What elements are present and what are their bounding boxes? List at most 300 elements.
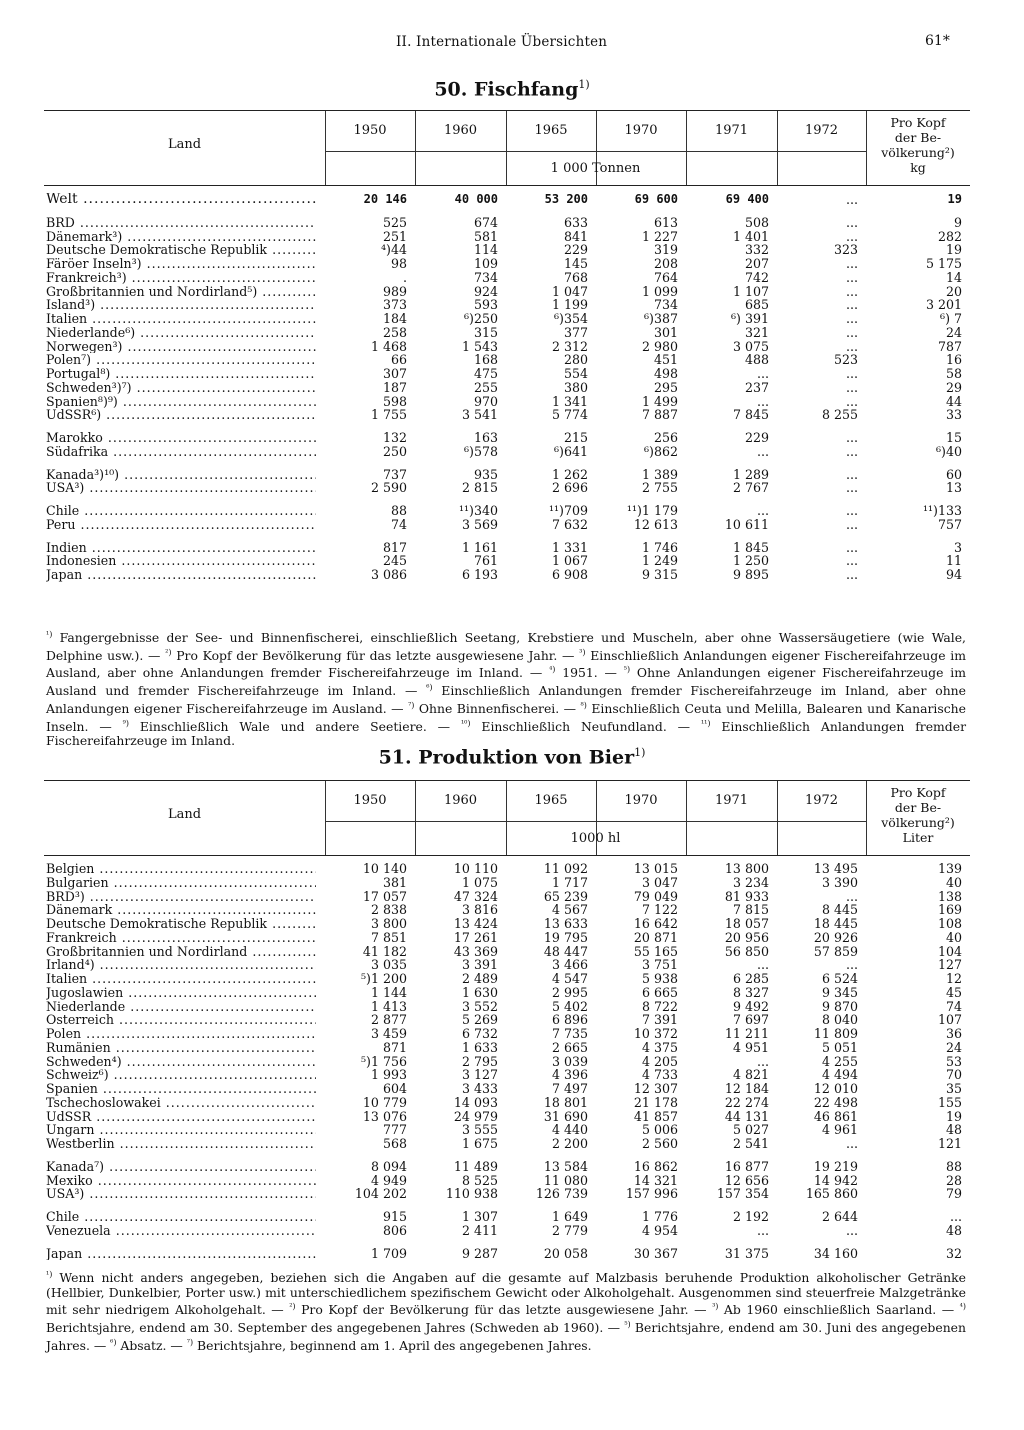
row-value: 13 495: [813, 861, 858, 876]
header-rule: [325, 151, 866, 152]
table-row: [44, 945, 970, 959]
row-value: 98: [390, 256, 407, 271]
row-value: 1 341: [551, 393, 588, 409]
row-value: 35: [945, 1081, 962, 1096]
row-value: 30 367: [633, 1245, 678, 1261]
row-value: 28: [945, 1172, 962, 1188]
table-row: [44, 568, 970, 582]
row-value: 13: [945, 480, 962, 496]
col-header-perhead: kg: [910, 160, 926, 175]
table-row: [44, 445, 970, 459]
row-value: 22 498: [813, 1094, 858, 1110]
row-value: 138: [937, 888, 962, 904]
row-value: 1 675: [461, 1136, 498, 1151]
row-value: 8 255: [821, 407, 858, 423]
table-row: [44, 986, 970, 1000]
row-value: ...: [845, 228, 858, 244]
row-value: 593: [473, 297, 498, 313]
table-row: [44, 193, 970, 207]
row-land: Dänemark .....: [46, 903, 316, 917]
row-value: 841: [563, 228, 588, 244]
row-land: Polen⁷) .....: [46, 353, 316, 367]
table-row: [44, 1123, 970, 1137]
col-header-year: 1950: [353, 793, 387, 808]
row-value: 88: [945, 1158, 962, 1174]
row-value: 3 086: [370, 567, 407, 582]
row-value: ...: [845, 443, 858, 459]
row-value: 1 161: [461, 539, 498, 555]
row-value: 6 193: [461, 567, 498, 582]
row-value: 107: [937, 1012, 962, 1028]
row-value: 4 205: [641, 1053, 678, 1069]
row-land: Indonesien .....: [46, 554, 316, 568]
row-value: 380: [563, 379, 588, 395]
footnote-marker: ¹⁰): [460, 718, 471, 728]
footnote-marker: ⁵): [624, 1320, 631, 1330]
row-value: 734: [473, 269, 498, 285]
row-land: Chile .....: [46, 1210, 316, 1224]
row-value: ...: [845, 516, 858, 532]
row-value: 7 815: [732, 902, 769, 918]
row-value: 94: [945, 567, 962, 582]
row-value: 18 057: [724, 916, 769, 931]
row-value: 13 076: [362, 1108, 407, 1124]
row-value: 9: [953, 214, 962, 230]
row-value: 1 499: [641, 393, 678, 409]
row-value: 16: [945, 352, 962, 368]
row-value: 132: [382, 430, 407, 445]
row-value: 53: [945, 1053, 962, 1069]
row-value: ¹¹)1 179: [626, 503, 678, 518]
row-value: 81 933: [724, 888, 769, 904]
table-row: [44, 1096, 970, 1110]
row-value: 17 057: [362, 888, 407, 904]
row-value: 9 287: [461, 1245, 498, 1261]
footnote-marker: ⁶): [426, 683, 433, 693]
row-value: 6 524: [821, 971, 858, 986]
row-value: 60: [945, 466, 962, 482]
group-spacer: [44, 459, 970, 468]
row-value: 70: [945, 1067, 962, 1083]
row-land: Großbritannien und Nordirland⁵) .....: [46, 285, 316, 299]
row-value: 2 755: [641, 480, 678, 496]
row-value: 1 413: [370, 998, 407, 1014]
row-value: 46 861: [813, 1108, 858, 1124]
row-value: 17 261: [453, 929, 498, 945]
row-value: 3 234: [732, 874, 769, 890]
row-value: ...: [845, 430, 858, 445]
table-row: [44, 903, 970, 917]
row-value: 40 000: [454, 192, 498, 206]
table51-header: [44, 780, 970, 856]
row-value: ...: [845, 888, 858, 904]
row-value: 7 632: [551, 516, 588, 532]
row-value: 14 942: [813, 1172, 858, 1188]
table-row: [44, 917, 970, 931]
row-value: 14 321: [633, 1172, 678, 1188]
row-value: ...: [756, 1053, 769, 1069]
row-value: ...: [845, 269, 858, 285]
row-value: 3 552: [461, 998, 498, 1014]
row-value: 6 665: [641, 984, 678, 1000]
row-value: ...: [845, 256, 858, 271]
row-value: 2 489: [461, 971, 498, 986]
row-value: 307: [382, 366, 407, 381]
row-value: 3 201: [925, 297, 962, 313]
row-value: 2 411: [461, 1222, 498, 1238]
row-value: 168: [473, 352, 498, 368]
row-value: 8 525: [461, 1172, 498, 1188]
row-value: 787: [937, 338, 962, 354]
row-value: 163: [473, 430, 498, 445]
row-value: 13 800: [724, 861, 769, 876]
row-value: 1 099: [641, 283, 678, 299]
row-value: 2 200: [551, 1136, 588, 1151]
row-value: 581: [473, 228, 498, 244]
row-value: 2 815: [461, 480, 498, 496]
row-value: 104: [937, 943, 962, 959]
row-value: 685: [744, 297, 769, 313]
col-header-perhead: Pro Kopf: [890, 115, 946, 130]
row-value: ...: [845, 366, 858, 381]
row-value: 127: [937, 957, 962, 973]
row-value: 1 709: [370, 1245, 407, 1261]
row-value: ...: [845, 393, 858, 409]
table-row: [44, 340, 970, 354]
row-value: 323: [833, 242, 858, 258]
row-value: 18 445: [813, 916, 858, 931]
row-value: 24 979: [453, 1108, 498, 1124]
row-value: 1 468: [370, 338, 407, 354]
group-spacer: [44, 422, 970, 431]
col-header-perhead: völkerung²): [881, 145, 955, 160]
row-value: 9 345: [821, 984, 858, 1000]
row-value: 3 569: [461, 516, 498, 532]
row-value: 3 039: [551, 1053, 588, 1069]
row-value: 282: [937, 228, 962, 244]
table-row: [44, 958, 970, 972]
row-land: Kanada⁷) .....: [46, 1160, 316, 1174]
row-value: 633: [563, 214, 588, 230]
row-land: Spanien⁸)⁹) .....: [46, 395, 316, 409]
row-value: 2 665: [551, 1039, 588, 1055]
table50-title-text: 50. Fischfang: [434, 78, 579, 101]
row-value: ...: [845, 324, 858, 340]
row-value: 777: [382, 1122, 407, 1138]
row-value: 6 285: [732, 971, 769, 986]
row-land: BRD .....: [46, 216, 316, 230]
row-value: 2 644: [821, 1209, 858, 1224]
row-value: ¹¹)133: [922, 503, 962, 518]
row-value: 12: [945, 971, 962, 986]
row-value: ...: [756, 393, 769, 409]
row-value: 40: [945, 874, 962, 890]
row-value: 139: [937, 861, 962, 876]
row-value: 187: [382, 379, 407, 395]
row-value: 5 175: [925, 256, 962, 271]
row-land: Chile .....: [46, 504, 316, 518]
col-header-land: Land: [167, 807, 202, 822]
row-land: Dänemark³) .....: [46, 230, 316, 244]
row-value: 488: [744, 352, 769, 368]
row-value: 65 239: [543, 888, 588, 904]
row-value: 79: [945, 1186, 962, 1202]
row-value: 24: [945, 1039, 962, 1055]
table-row: [44, 1041, 970, 1055]
row-land: Tschechoslowakei .....: [46, 1096, 316, 1110]
row-value: 4 396: [551, 1067, 588, 1083]
footnote-marker: ⁴): [549, 665, 556, 675]
col-header-year: 1972: [804, 793, 839, 808]
row-value: 250: [382, 443, 407, 459]
row-value: 7 887: [641, 407, 678, 423]
row-value: ⁶)354: [554, 311, 588, 326]
header-rule: [325, 821, 866, 822]
col-header-year: 1960: [443, 123, 478, 138]
row-value: 1 199: [551, 297, 588, 313]
row-value: 14 093: [453, 1094, 498, 1110]
col-header-year: 1965: [534, 123, 568, 138]
row-value: 5 027: [732, 1122, 769, 1138]
row-value: 55 165: [633, 943, 678, 959]
table51-title: [0, 746, 1024, 768]
group-spacer: [44, 207, 970, 216]
row-value: 7 845: [732, 407, 769, 423]
row-value: 989: [382, 283, 407, 299]
row-value: 3 391: [461, 957, 498, 973]
row-value: 1 075: [461, 874, 498, 890]
row-value: 79 049: [633, 888, 678, 904]
table-row: [44, 504, 970, 518]
col-header-year: 1970: [624, 793, 658, 808]
table-row: [44, 230, 970, 244]
row-value: 7 497: [551, 1081, 588, 1096]
row-value: 11 809: [813, 1026, 858, 1041]
row-land: Marokko .....: [46, 431, 316, 445]
table-row: [44, 381, 970, 395]
col-header-year: 1965: [534, 793, 568, 808]
row-land: UdSSR⁶) .....: [46, 408, 316, 422]
footnote-marker: ⁴): [959, 1302, 966, 1312]
row-value: 251: [382, 228, 407, 244]
row-value: 19: [945, 1108, 962, 1124]
table-row: [44, 1055, 970, 1069]
row-value: 4 954: [641, 1222, 678, 1238]
row-value: 13 633: [543, 916, 588, 931]
row-value: 3 127: [461, 1067, 498, 1083]
row-value: 4 733: [641, 1067, 678, 1083]
row-value: 1 776: [641, 1209, 678, 1224]
row-value: 768: [563, 269, 588, 285]
table50-header: [44, 110, 970, 186]
row-value: 58: [945, 366, 962, 381]
row-value: 2 877: [370, 1012, 407, 1028]
row-value: 11 080: [543, 1172, 588, 1188]
table50-title: [0, 78, 1024, 100]
row-value: 321: [744, 324, 769, 340]
row-value: 69 400: [725, 192, 769, 206]
table-row: [44, 326, 970, 340]
row-value: 1 755: [370, 407, 407, 423]
footnote-marker: ⁷): [186, 1337, 194, 1347]
row-value: ...: [845, 539, 858, 555]
row-value: 3 466: [551, 957, 588, 973]
row-value: 11: [945, 553, 962, 569]
col-header-perhead: Liter: [902, 830, 934, 845]
row-value: 48 447: [543, 943, 588, 959]
row-value: ...: [756, 1222, 769, 1238]
row-value: 121: [937, 1136, 962, 1151]
col-header-year: 1971: [714, 123, 749, 138]
row-value: 280: [563, 352, 588, 368]
row-value: ⁵)1 200: [360, 971, 407, 986]
row-value: 4 567: [551, 902, 588, 918]
table-row: [44, 1160, 970, 1174]
row-value: 57 859: [813, 943, 858, 959]
row-value: ⁶)578: [464, 443, 498, 459]
footnote-marker: ⁹): [122, 718, 129, 728]
row-land: Island³) .....: [46, 298, 316, 312]
footnote-marker: ²): [289, 1302, 296, 1312]
row-value: 3 035: [370, 957, 407, 973]
row-value: 13 584: [543, 1158, 588, 1174]
row-value: 229: [563, 242, 588, 258]
row-value: 10 372: [633, 1026, 678, 1041]
row-value: 6 908: [551, 567, 588, 582]
row-value: ...: [845, 283, 858, 299]
row-value: 20 146: [363, 192, 407, 206]
row-land: Großbritannien und Nordirland .....: [46, 945, 316, 959]
row-value: ¹¹)709: [548, 503, 588, 518]
row-value: 806: [382, 1222, 407, 1238]
row-value: 7 697: [732, 1012, 769, 1028]
row-value: 3: [953, 539, 962, 555]
row-value: 32: [945, 1245, 962, 1261]
row-value: 3 075: [732, 338, 769, 354]
footnote-marker: ³): [579, 647, 586, 657]
row-value: 66: [390, 352, 407, 368]
row-value: 3 047: [641, 874, 678, 890]
row-value: 8 327: [732, 984, 769, 1000]
row-land: Venezuela .....: [46, 1224, 316, 1238]
row-value: 1 993: [370, 1067, 407, 1083]
row-value: 14: [945, 269, 962, 285]
row-value: 155: [937, 1094, 962, 1110]
row-value: 1 067: [551, 553, 588, 569]
row-value: 5 938: [641, 971, 678, 986]
row-value: 1 289: [732, 466, 769, 482]
row-value: 10 140: [362, 861, 407, 876]
row-value: 24: [945, 324, 962, 340]
row-value: 56 850: [724, 943, 769, 959]
row-value: 9 895: [732, 567, 769, 582]
table-row: [44, 890, 970, 904]
table-row: [44, 1174, 970, 1188]
row-value: 10 611: [724, 516, 769, 532]
table-row: [44, 518, 970, 532]
table-row: [44, 1187, 970, 1201]
row-value: 41 182: [362, 943, 407, 959]
row-value: 3 800: [370, 916, 407, 931]
row-value: 2 192: [732, 1209, 769, 1224]
row-value: ...: [845, 466, 858, 482]
col-header-unit: 1000 hl: [570, 831, 621, 846]
row-land: USA³) .....: [46, 481, 316, 495]
table-row: [44, 353, 970, 367]
row-value: 377: [563, 324, 588, 340]
row-value: ⁶)862: [644, 443, 678, 459]
row-value: 12 184: [724, 1081, 769, 1096]
row-value: 126 739: [535, 1186, 588, 1202]
table-row: [44, 1082, 970, 1096]
row-value: 3 541: [461, 407, 498, 423]
row-value: 1 717: [551, 874, 588, 890]
row-value: ...: [845, 553, 858, 569]
row-value: ...: [756, 957, 769, 973]
row-value: 737: [382, 466, 407, 482]
row-value: 43 369: [453, 943, 498, 959]
row-land: Südafrika .....: [46, 445, 316, 459]
row-value: .: [402, 269, 407, 285]
row-value: 4 494: [821, 1067, 858, 1083]
table-row: [44, 541, 970, 555]
row-value: ⁶)250: [464, 311, 498, 326]
row-value: 16 642: [633, 916, 678, 931]
row-value: 36: [945, 1026, 962, 1041]
footnote-marker: ⁵): [623, 665, 631, 675]
row-value: 7 391: [641, 1012, 678, 1028]
row-land: Mexiko .....: [46, 1174, 316, 1188]
row-value: 10 110: [453, 861, 498, 876]
row-value: 554: [563, 366, 588, 381]
table51-footnote: $^{^1)}$ Wenn nicht anders angegeben, beziehen sich die Angaben auf die gesamte auf Malzbasis beruhende Produktion alkoholischer Getränke (Hellbier, Dunkelbier, Porter usw.) mit unterschiedlichem spezifischem Gewicht oder Alkoholgehalt. Ausgenommen sind steuerfreie Malzgetränke mit sehr niedrigem Alkoholgehalt. — $^{^2)}$ Pro Kopf der Bevölkerung für das letzte ausgewiesene Jahr. — $^{^3)}$ Ab 1960 einschließlich Saarland. — $^{^4)}$ Berichtsjahre, endend am 30. September des angegebenen Jahres (Schweden ab 1960). — $^{^5)}$ Berichtsjahre, endend am 30. Juni des angegebenen Jahres. — $^{^6)}$ Absatz. — $^{^7)}$ Berichtsjahre, beginnend am 1. April des angegebenen Jahres.: [46, 1270, 966, 1353]
row-value: 4 440: [551, 1122, 588, 1138]
row-value: 20: [945, 283, 962, 299]
row-value: 48: [945, 1122, 962, 1138]
row-value: 2 767: [732, 480, 769, 496]
table-row: [44, 395, 970, 409]
row-value: 734: [653, 297, 678, 313]
row-value: ...: [845, 503, 858, 518]
row-value: 5 774: [551, 407, 588, 423]
footnote-marker: ¹): [46, 630, 53, 639]
row-value: ...: [845, 379, 858, 395]
row-value: 215: [563, 430, 588, 445]
row-value: 568: [382, 1136, 407, 1151]
row-value: 295: [653, 379, 678, 395]
row-value: ...: [949, 1209, 962, 1224]
row-value: 4 949: [370, 1172, 407, 1188]
row-land: BRD³) .....: [46, 890, 316, 904]
row-value: 7 735: [551, 1026, 588, 1041]
row-value: 498: [653, 366, 678, 381]
row-value: 184: [382, 311, 407, 326]
table-row: [44, 1210, 970, 1224]
row-value: 16 862: [633, 1158, 678, 1174]
row-value: 8 445: [821, 902, 858, 918]
row-value: 451: [653, 352, 678, 368]
row-value: 20 956: [724, 929, 769, 945]
row-value: 11 211: [724, 1026, 769, 1041]
row-value: ...: [845, 480, 858, 496]
row-value: 1 227: [641, 228, 678, 244]
row-value: 157 996: [625, 1186, 678, 1202]
row-value: ...: [756, 443, 769, 459]
row-value: 2 779: [551, 1222, 588, 1238]
row-value: ...: [845, 567, 858, 582]
row-land: Rumänien .....: [46, 1041, 316, 1055]
table-row: [44, 285, 970, 299]
